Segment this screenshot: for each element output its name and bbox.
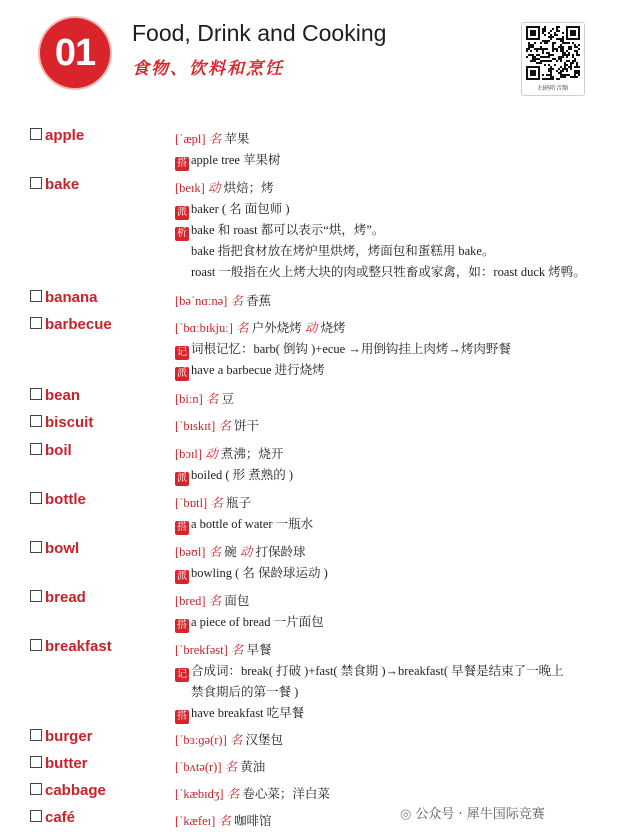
line-text: 香蕉 bbox=[246, 294, 272, 308]
part-of-speech: 名 bbox=[210, 496, 223, 510]
vocab-word-text: butter bbox=[45, 755, 88, 772]
vocab-definition bbox=[175, 389, 234, 407]
line-text: bake 和 roast 都可以表示“烘，烤”。 bbox=[191, 223, 385, 237]
vocab-word bbox=[30, 387, 80, 404]
phonetic: [beɪk] bbox=[175, 181, 205, 195]
qr-code-icon bbox=[526, 26, 580, 80]
part-of-speech: 名 bbox=[218, 814, 231, 828]
vocab-note bbox=[175, 514, 313, 535]
checkbox-icon[interactable] bbox=[30, 128, 42, 140]
qr-code[interactable] bbox=[521, 22, 585, 96]
vocab-word-text: cabbage bbox=[45, 782, 106, 799]
phonetic: [ˈbrekfəst] bbox=[175, 643, 228, 657]
part-of-speech: 名 bbox=[230, 643, 244, 657]
part-of-speech: 名 bbox=[205, 392, 219, 406]
part-of-speech: 名 bbox=[218, 419, 231, 433]
vocab-word bbox=[30, 442, 72, 459]
unit-title-english: Food, Drink and Cooking bbox=[132, 20, 387, 46]
unit-number-badge: 01 bbox=[40, 18, 110, 88]
vocab-word bbox=[30, 589, 86, 606]
qr-caption: 扫码听音频 bbox=[537, 85, 568, 92]
vocab-note bbox=[175, 339, 511, 360]
vocab-definition bbox=[175, 730, 283, 748]
checkbox-icon[interactable] bbox=[30, 590, 42, 602]
vocab-definition bbox=[175, 640, 272, 658]
line-text: 词根记忆：barb( 倒钩 )+ecue →用倒钩挂上肉烤→烤肉野餐 bbox=[191, 342, 511, 356]
vocab-definition bbox=[175, 444, 283, 462]
phonetic: [bɔɪl] bbox=[175, 447, 203, 461]
checkbox-icon[interactable] bbox=[30, 810, 42, 822]
vocab-word bbox=[30, 289, 98, 306]
vocab-word-text: apple bbox=[45, 127, 85, 144]
checkbox-icon[interactable] bbox=[30, 541, 42, 553]
line-text: roast 一般指在火上烤大块的肉或整只牲畜或家禽，如：roast duck 烤鸭。 bbox=[191, 265, 586, 279]
phonetic: [bəˈnɑːnə] bbox=[175, 294, 228, 308]
checkbox-icon[interactable] bbox=[30, 729, 42, 741]
vocab-word-text: banana bbox=[45, 289, 98, 306]
phonetic: [ˈbɜːɡə(r)] bbox=[175, 733, 227, 747]
note-tag: 搭 bbox=[177, 620, 187, 631]
note-tag: 析 bbox=[177, 228, 187, 239]
line-text: 煮沸；烧开 bbox=[220, 447, 284, 461]
vocab-definition bbox=[175, 318, 345, 336]
note-tag: 搭 bbox=[177, 522, 187, 533]
checkbox-icon[interactable] bbox=[30, 783, 42, 795]
line-text: have a barbecue 进行烧烤 bbox=[191, 363, 325, 377]
vocab-note bbox=[175, 661, 564, 682]
vocab-note-continued bbox=[191, 262, 586, 280]
vocab-note-continued bbox=[191, 682, 298, 700]
phonetic: [ˈkæbɪdʒ] bbox=[175, 787, 224, 801]
vocab-definition bbox=[175, 542, 306, 560]
line-text: apple tree 苹果树 bbox=[191, 153, 281, 167]
vocab-definition bbox=[175, 291, 271, 309]
checkbox-icon[interactable] bbox=[30, 177, 42, 189]
unit-title-chinese: 食物、饮料和烹饪 bbox=[132, 59, 284, 79]
checkbox-icon[interactable] bbox=[30, 415, 42, 427]
vocab-note bbox=[175, 220, 384, 241]
part-of-speech: 名 bbox=[208, 594, 222, 608]
vocab-definition bbox=[175, 493, 251, 511]
vocab-definition bbox=[175, 416, 259, 434]
part-of-speech: 名 bbox=[229, 733, 243, 747]
vocab-word bbox=[30, 491, 86, 508]
vocab-note bbox=[175, 703, 304, 724]
part-of-speech: 动 bbox=[205, 447, 218, 461]
vocab-word-text: breakfast bbox=[45, 638, 112, 655]
line-text: a bottle of water 一瓶水 bbox=[191, 517, 314, 531]
phonetic: [ˈbɒtl] bbox=[175, 496, 208, 510]
line-text: 合成词：break( 打破 )+fast( 禁食期 )→breakfast( 早餐是结束了一晚上 bbox=[191, 664, 564, 678]
checkbox-icon[interactable] bbox=[30, 443, 42, 455]
vocab-note bbox=[175, 150, 281, 171]
vocab-note bbox=[175, 563, 328, 584]
note-tag: 派 bbox=[177, 571, 187, 582]
note-tag: 派 bbox=[177, 368, 187, 379]
checkbox-icon[interactable] bbox=[30, 290, 42, 302]
footer-label: 公众号 · 犀牛国际竞赛 bbox=[415, 807, 545, 822]
vocab-definition bbox=[175, 811, 272, 829]
part-of-speech: 名 bbox=[226, 787, 240, 801]
vocab-word-text: bottle bbox=[45, 491, 86, 508]
vocab-note-continued bbox=[191, 241, 494, 259]
line-text: 咖啡馆 bbox=[234, 814, 272, 828]
line-text: 饼干 bbox=[234, 419, 260, 433]
wechat-icon: ◎ bbox=[400, 807, 412, 822]
vocab-word-text: barbecue bbox=[45, 316, 112, 333]
phonetic: [biːn] bbox=[175, 392, 203, 406]
vocab-word bbox=[30, 728, 93, 745]
line-text: 禁食期后的第一餐 ) bbox=[191, 685, 299, 699]
vocab-note bbox=[175, 465, 293, 486]
vocab-note bbox=[175, 199, 290, 220]
unit-header bbox=[0, 0, 639, 110]
phonetic: [ˈkæfeɪ] bbox=[175, 814, 216, 828]
vocab-note bbox=[175, 612, 324, 633]
vocab-word-text: biscuit bbox=[45, 414, 94, 431]
vocab-definition bbox=[175, 757, 265, 775]
line-text: baker ( 名 面包师 ) bbox=[191, 202, 290, 216]
line-text: 早餐 bbox=[246, 643, 272, 657]
line-text: have breakfast 吃早餐 bbox=[191, 706, 305, 720]
checkbox-icon[interactable] bbox=[30, 639, 42, 651]
vocab-word-text: bean bbox=[45, 387, 81, 404]
line-text: 烧烤 bbox=[320, 321, 346, 335]
phonetic: [ˈbɪskɪt] bbox=[175, 419, 216, 433]
line-text: 黄油 bbox=[240, 760, 266, 774]
vocab-word-text: boil bbox=[45, 442, 72, 459]
note-tag: 派 bbox=[177, 207, 187, 218]
phonetic: [bred] bbox=[175, 594, 206, 608]
phonetic: [ˈbʌtə(r)] bbox=[175, 760, 222, 774]
vocab-note bbox=[175, 360, 325, 381]
phonetic: [ˈbɑːbɪkjuː] bbox=[175, 321, 233, 335]
wechat-footer bbox=[400, 803, 545, 822]
vocab-word bbox=[30, 540, 79, 557]
checkbox-icon[interactable] bbox=[30, 492, 42, 504]
phonetic: [ˈæpl] bbox=[175, 132, 206, 146]
part-of-speech: 动 bbox=[239, 545, 253, 559]
vocab-word bbox=[30, 316, 112, 333]
line-text: a piece of bread 一片面包 bbox=[191, 615, 324, 629]
vocab-definition bbox=[175, 784, 330, 802]
vocab-word-text: bowl bbox=[45, 540, 80, 557]
checkbox-icon[interactable] bbox=[30, 388, 42, 400]
checkbox-icon[interactable] bbox=[30, 317, 42, 329]
part-of-speech: 动 bbox=[207, 181, 221, 195]
line-text: 豆 bbox=[221, 392, 235, 406]
line-text: 户外烧烤 bbox=[251, 321, 302, 335]
part-of-speech: 名 bbox=[230, 294, 243, 308]
vocab-word bbox=[30, 414, 93, 431]
note-tag: 记 bbox=[177, 669, 187, 680]
vocab-word bbox=[30, 755, 88, 772]
part-of-speech: 动 bbox=[304, 321, 318, 335]
checkbox-icon[interactable] bbox=[30, 756, 42, 768]
vocab-word bbox=[30, 809, 75, 826]
line-text: 面包 bbox=[224, 594, 250, 608]
line-text: 碗 bbox=[224, 545, 237, 559]
note-tag: 记 bbox=[177, 347, 187, 358]
vocab-definition bbox=[175, 178, 274, 196]
vocab-word-text: bake bbox=[45, 176, 80, 193]
line-text: bake 指把食材放在烤炉里烘烤，烤面包和蛋糕用 bake。 bbox=[191, 244, 495, 258]
line-text: 烘焙；烤 bbox=[223, 181, 274, 195]
vocab-word-text: burger bbox=[45, 728, 93, 745]
line-text: bowling ( 名 保龄球运动 ) bbox=[191, 566, 328, 580]
part-of-speech: 名 bbox=[208, 545, 222, 559]
vocab-definition bbox=[175, 129, 249, 147]
part-of-speech: 名 bbox=[224, 760, 238, 774]
note-tag: 搭 bbox=[177, 711, 187, 722]
vocab-word bbox=[30, 127, 84, 144]
line-text: 苹果 bbox=[224, 132, 250, 146]
phonetic: [bəʊl] bbox=[175, 545, 206, 559]
line-text: 瓶子 bbox=[226, 496, 252, 510]
note-tag: 派 bbox=[177, 473, 187, 484]
part-of-speech: 名 bbox=[208, 132, 222, 146]
line-text: 汉堡包 bbox=[245, 733, 284, 747]
vocab-word-text: bread bbox=[45, 589, 86, 606]
vocab-word bbox=[30, 638, 112, 655]
vocab-word bbox=[30, 782, 106, 799]
vocab-definition bbox=[175, 591, 249, 609]
part-of-speech: 名 bbox=[236, 321, 249, 335]
vocab-word bbox=[30, 176, 79, 193]
line-text: boiled ( 形 煮熟的 ) bbox=[191, 468, 294, 482]
vocab-word-text: café bbox=[45, 809, 76, 826]
line-text: 打保龄球 bbox=[255, 545, 306, 559]
note-tag: 搭 bbox=[177, 158, 187, 169]
line-text: 卷心菜；洋白菜 bbox=[242, 787, 330, 801]
